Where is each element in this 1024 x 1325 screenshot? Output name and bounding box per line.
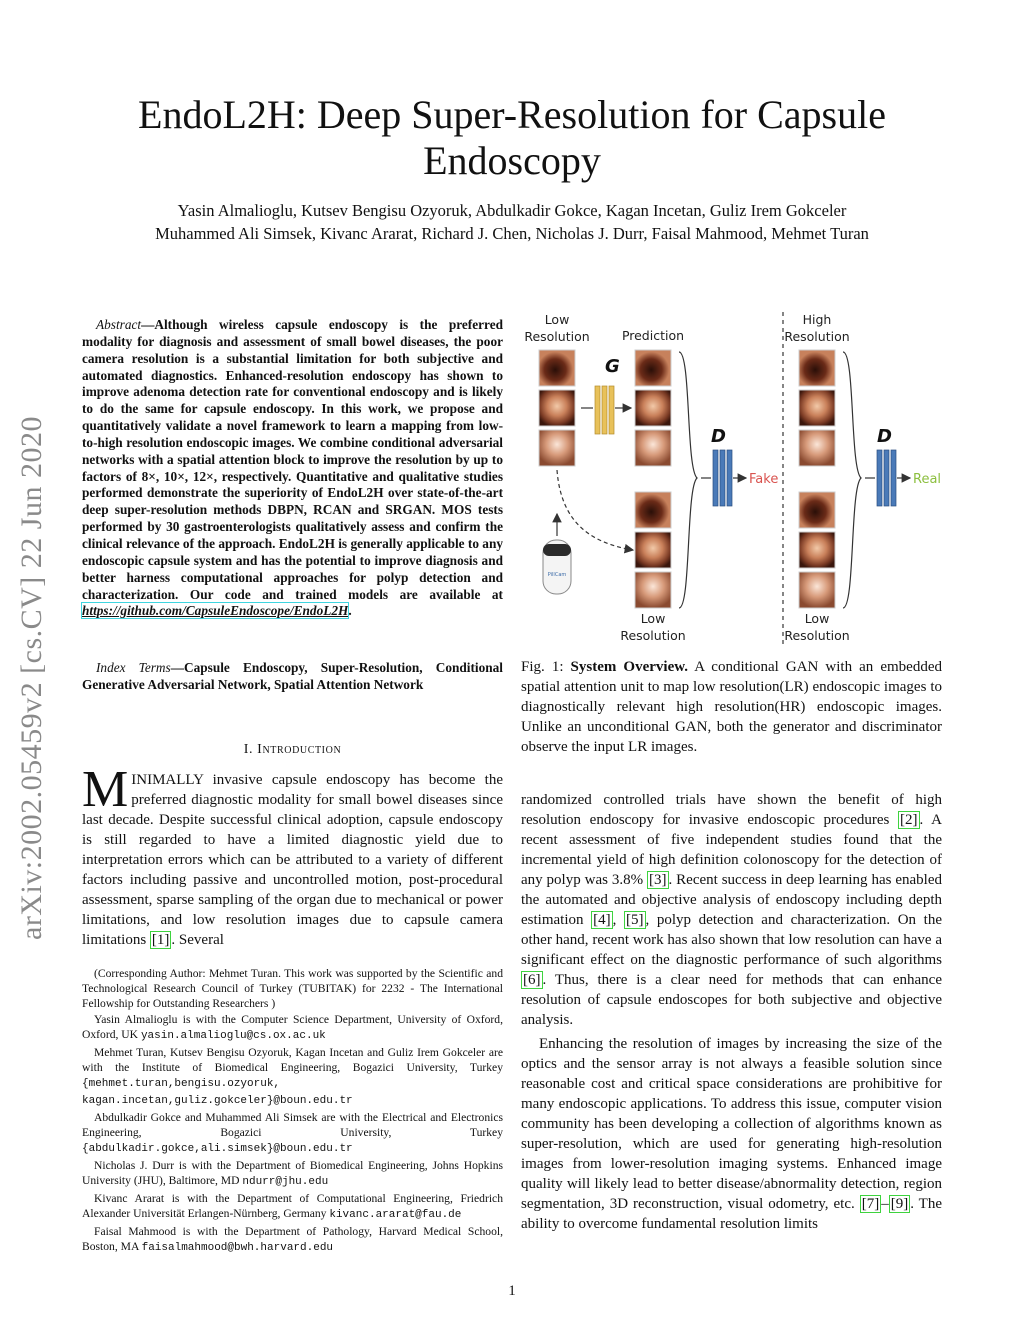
footnote-email: faisalmahmood@bwh.harvard.edu (141, 1242, 334, 1254)
endoscopic-image (635, 430, 671, 466)
footnote-email: {abdulkadir.gokce,ali.simsek}@boun.edu.tr (82, 1143, 353, 1155)
citation-link[interactable]: [1] (151, 932, 170, 948)
body-paragraph (521, 790, 942, 1030)
citation-link[interactable]: [6] (523, 972, 541, 988)
page-number: 1 (508, 1283, 516, 1299)
label-prediction: Prediction (621, 328, 685, 343)
endoscopic-image (539, 430, 575, 466)
section-heading: I. Introduction (243, 742, 342, 757)
author-line-2: Muhammed Ali Simsek, Kivanc Ararat, Richard J. Chen, Nicholas J. Durr, Faisal Mahmood, Mehmet Turan (155, 224, 869, 243)
abstract-end: . (348, 603, 352, 619)
capsule-label: PillCam (547, 572, 567, 578)
arxiv-identifier: arXiv:2002.05459v2 [cs.CV] 22 Jun 2020 (15, 416, 48, 940)
capsule-icon (543, 540, 571, 594)
footnote (82, 1224, 503, 1256)
citation-link[interactable]: [2] (900, 812, 918, 828)
label-low-resolution-2 (620, 611, 685, 643)
endoscopic-image (539, 350, 575, 386)
label-line-2: Resolution (784, 628, 850, 643)
label-line-2: Resolution (784, 329, 850, 344)
discriminator-block (877, 450, 896, 506)
generator-label: G (605, 356, 620, 377)
endoscopic-image (635, 350, 671, 386)
abstract (82, 317, 503, 620)
abstract-text: —Although wireless capsule endoscopy is the preferred modality for diagnosis and assessment of small bowel diseases, the poor camera resolution is a substantial limitation for both subjective and automated diagnostics. Enhanced-resolution endoscopy has shown to improve adenoma detection rate for conventional endoscopy and is likely to do the same for capsule endoscopy. In this work, we propose and quantitatively validate a novel framework to learn a mapping from low-to-high resolution endoscopic images. We combine conditional adversarial networks with a spatial attention block to improve the resolution by up to factors of 8×, 10×, 12×, respectively. Quantitative and qualitative studies performed demonstrate the superiority of EndoL2H over state-of-the-art deep super-resolution methods DBPN, RCAN and SRGAN. MOS tests performed by 30 gastroenterologists qualitatively assess and confirm the clinical relevance of the approach. EndoL2H is generally applicable to any endoscopic capsule system and has the potential to improve diagnosis and better harness computational approaches for polyp detection and characterization. Our code and trained models are available at (82, 317, 503, 602)
body-text: Enhancing the resolution of images by increasing the size of the optics and the sensor array is not always a feasible solution since reasonable cost and critical space considerations are prohibitive for many endoscopic applications. To address this issue, computer vision community has been developing a collection of algorithms known as super-resolution, which are used for generating high-resolution images from lower-resolution imaging systems. Enhanced image quality will likely lead to better disease/abnormality detection, region segmentation, 3D reconstruction, visual odometry, etc. (521, 1036, 942, 1212)
footnote-text: Yasin Almalioglu is with the Computer Science Department, University of Oxford, Oxford, UK (82, 1013, 503, 1041)
discriminator-layer (891, 450, 896, 506)
brace (843, 352, 861, 608)
footnote-email: {mehmet.turan,bengisu.ozyoruk, kagan.incetan,guliz.gokceler}@boun.edu.tr (82, 1078, 353, 1107)
footnote (82, 966, 503, 1011)
endoscopic-image (635, 492, 671, 528)
footnotes (82, 966, 503, 1257)
caption-label: Fig. 1: (521, 659, 571, 675)
intro-paragraph (82, 761, 503, 950)
label-low-resolution-text: Low (544, 312, 570, 327)
endoscopic-image (799, 492, 835, 528)
footnote-text: Mehmet Turan, Kutsev Bengisu Ozyoruk, Kagan Incetan and Guliz Irem Gokceler are with the Institute of Biomedical Engineering, Bogazici University, Turkey (82, 1046, 503, 1074)
citation-link[interactable]: [4] (593, 912, 611, 928)
endoscopic-image (635, 572, 671, 608)
caption-text: A conditional GAN with an embedded spatial attention unit to map low resolution(LR) endoscopic images to diagnostically relevant high resolution(HR) endoscopic images. Unlike an unconditional GAN, both the generator and discriminator observe the input LR images. (521, 659, 942, 755)
footnote-email: ndurr@jhu.edu (242, 1176, 329, 1188)
code-link[interactable]: https://github.com/CapsuleEndoscope/EndoL2H (82, 603, 349, 619)
real-label: Real (913, 472, 942, 487)
intro-text: INIMALLY invasive capsule endoscopy has become the preferred diagnostic modality for small bowel diseases since last decade. Despite successful clinical adoption, capsule endoscopy is still regarded to have a limited diagnostic yield due to interpretation errors which can be attributed to a variety of different factors including passive and uncontrolled motion, post-procedural assessment, sparse sampling of the organ due to mechanical or power limitations, and low resolution images due to capsule camera limitations (82, 772, 503, 948)
footnote-text: Nicholas J. Durr is with the Department of Biomedical Engineering, Johns Hopkins University (JHU), Baltimore, MD (82, 1159, 503, 1187)
body-text: , (612, 912, 625, 928)
endoscopic-image (799, 430, 835, 466)
dashed-arrow (557, 470, 633, 550)
footnote (82, 1110, 503, 1157)
paper-title: EndoL2H: Deep Super-Resolution for Capsule Endoscopy (138, 92, 886, 183)
endoscopic-image (539, 390, 575, 426)
label-low-resolution-3 (784, 611, 849, 643)
label-line-2: Resolution (524, 329, 590, 344)
discriminator-label: D (877, 426, 892, 447)
citation-link[interactable]: [7] (861, 1196, 880, 1212)
discriminator-layer (713, 450, 718, 506)
label-high-resolution (784, 312, 849, 344)
footnote (82, 1158, 503, 1190)
brace (679, 352, 697, 608)
citation-link[interactable]: [5] (626, 912, 644, 928)
footnote-text: Faisal Mahmood is with the Department of Pathology, Harvard Medical School, Boston, MA (82, 1225, 503, 1253)
body-text: . The ability to overcome fundamental resolution limits (521, 1196, 942, 1232)
endoscopic-image (799, 572, 835, 608)
generator-block (595, 386, 614, 434)
generator-layer (595, 386, 600, 434)
footnote-email: yasin.almalioglu@cs.ox.ac.uk (140, 1030, 326, 1042)
system-overview-figure (521, 308, 951, 650)
label-low-resolution-2-text: Low (640, 611, 666, 626)
footnote (82, 1012, 503, 1044)
citation-link[interactable]: [3] (649, 872, 667, 888)
intro-end: . Several (171, 932, 224, 948)
endoscopic-image (799, 532, 835, 568)
discriminator-layer (727, 450, 732, 506)
figure-caption (521, 657, 942, 757)
generator-layer (609, 386, 614, 434)
label-line-2: Resolution (620, 628, 686, 643)
generator-layer (602, 386, 607, 434)
caption-title: System Overview. (570, 659, 688, 675)
discriminator-layer (720, 450, 725, 506)
label-low-resolution-3-text: Low (804, 611, 830, 626)
lr-conditioning-stack (635, 492, 671, 608)
body-text: randomized controlled trials have shown the benefit of high resolution endoscopy for invasive endoscopic procedures (521, 792, 942, 828)
prediction-image-stack (635, 350, 671, 466)
fake-label: Fake (749, 472, 779, 487)
body-text: – (881, 1196, 889, 1212)
lr-image-stack (539, 350, 575, 466)
abstract-label: Abstract (96, 317, 142, 332)
author-line-1: Yasin Almalioglu, Kutsev Bengisu Ozyoruk, Abdulkadir Gokce, Kagan Incetan, Guliz Irem Gokceler (177, 201, 847, 220)
body-paragraph (521, 1034, 942, 1234)
author-list (60, 199, 964, 245)
endoscopic-image (799, 390, 835, 426)
discriminator-block (713, 450, 732, 506)
discriminator-layer (884, 450, 889, 506)
body-text: , polyp detection and characterization. On the other hand, recent work has also shown that low resolution can have a significant effect on the diagnostic performance of such algorithms (521, 912, 942, 968)
footnote-email: kivanc.ararat@fau.de (329, 1209, 462, 1221)
body-text: . Recent success in deep learning has enabled the automated and objective analysis of endoscopy including depth estimation (521, 872, 942, 928)
label-low-resolution (524, 312, 589, 344)
index-terms (82, 660, 503, 694)
endoscopic-image (799, 350, 835, 386)
hr-image-stack (799, 350, 835, 608)
footnote-text: Abdulkadir Gokce and Muhammed Ali Simsek are with the Electrical and Electronics Engineering, Bogazici University, Turkey (82, 1111, 503, 1139)
drop-cap: M (82, 761, 129, 818)
discriminator-label: D (711, 426, 726, 447)
index-terms-text: —Capsule Endoscopy, Super-Resolution, Conditional Generative Adversarial Network, Spatial Attention Network (82, 660, 503, 692)
body-text: . A recent assessment of five independent studies found that the incremental yield of high definition colonoscopy for the detection of any polyp was 3.8% (521, 812, 942, 888)
footnote (82, 1191, 503, 1223)
citation-link[interactable]: [9] (890, 1196, 909, 1212)
footnote (82, 1045, 503, 1109)
label-high-resolution-text: High (802, 312, 832, 327)
footnote-text: Kivanc Ararat is with the Department of Computational Engineering, Friedrich Alexander Universität Erlangen-Nürnberg, Germany (82, 1192, 503, 1220)
endoscopic-image (635, 390, 671, 426)
footnote-text: (Corresponding Author: Mehmet Turan. This work was supported by the Scientific and Technological Research Council of Turkey (TUBITAK) for 2232 - The International Fellowship for Outstanding Researchers ) (82, 967, 503, 1010)
body-text: . Thus, there is a clear need for methods that can enhance resolution of capsule endoscopes for both subjective and objective analysis. (521, 972, 942, 1028)
index-terms-label: Index Terms (96, 660, 171, 675)
endoscopic-image (635, 532, 671, 568)
discriminator-layer (877, 450, 882, 506)
